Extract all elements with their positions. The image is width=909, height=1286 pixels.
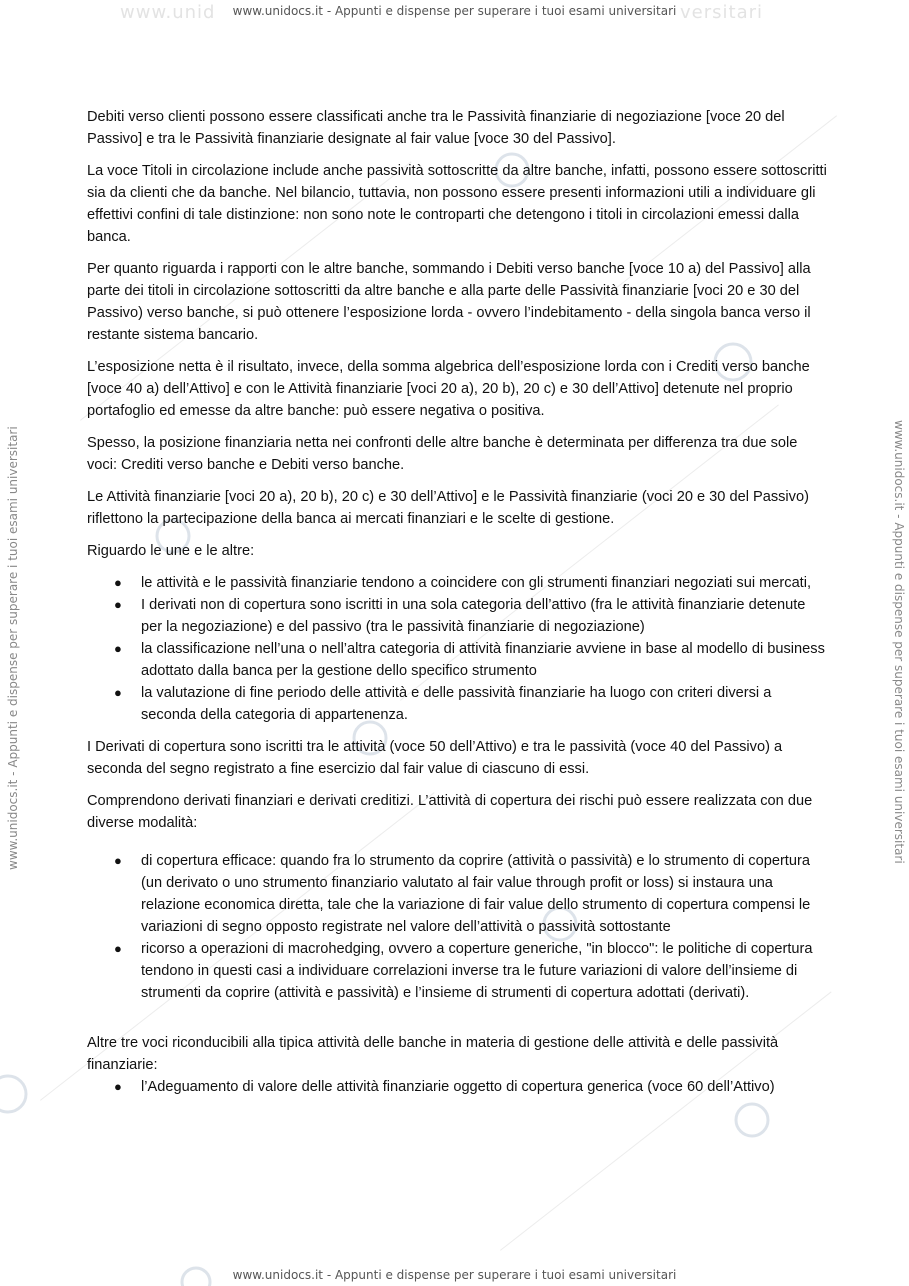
bullet-icon: ● bbox=[114, 685, 122, 700]
paragraph: Per quanto riguarda i rapporti con le altre banche, sommando i Debiti verso banche [voce 10 a) del Passivo] alla parte dei titoli in circolazione sottoscritti da altre banche e alla parte delle Passività finanziarie [voci 20 e 30 del Passivo) verso banche, si può ottenere l’esposizione lorda - ovvero l’indebitamento - della singola banca verso il restante sistema bancario. bbox=[87, 261, 811, 343]
list-item: ● l’Adeguamento di valore delle attività finanziarie oggetto di copertura generica (voce 60 dell’Attivo) bbox=[141, 1076, 827, 1098]
paragraph: Debiti verso clienti possono essere classificati anche tra le Passività finanziarie di negoziazione [voce 20 del Passivo] e tra le Passività finanziarie designate al fair value [voce 30 del Passivo]. bbox=[87, 109, 785, 147]
bullet-list bbox=[87, 850, 827, 1004]
bullet-list bbox=[87, 572, 827, 726]
list-item: ● la valutazione di fine periodo delle attività e delle passività finanziarie ha luogo con criteri diversi a seconda della categoria di appartenenza. bbox=[141, 682, 827, 726]
paragraph: Riguardo le une e le altre: bbox=[87, 543, 255, 559]
header-watermark: www.unidocs.it - Appunti e dispense per superare i tuoi esami universitari bbox=[232, 4, 677, 18]
paragraph: Comprendono derivati finanziari e derivati creditizi. L’attività di copertura dei rischi può essere realizzata con due diverse modalità: bbox=[87, 793, 813, 831]
bullet-icon: ● bbox=[114, 853, 122, 868]
side-watermark-right bbox=[886, 0, 906, 1286]
list-item: ● ricorso a operazioni di macrohedging, ovvero a coperture generiche, "in blocco": le politiche di copertura tendono in questi casi a individuare correlazioni inverse tra le future variazioni di valore dell’insieme di strumenti da coprire (attività e passività) e l’insieme di strumenti di copertura adottati (derivati). bbox=[141, 938, 827, 1004]
bullet-icon: ● bbox=[114, 641, 122, 656]
document-body bbox=[87, 106, 827, 1108]
side-watermark-right-text: www.unidocs.it - Appunti e dispense per superare i tuoi esami universitari bbox=[892, 420, 906, 864]
paragraph: Altre tre voci riconducibili alla tipica attività delle banche in materia di gestione delle attività e delle passività finanziarie: bbox=[87, 1035, 779, 1073]
ghost-watermark-left: www.unid bbox=[120, 2, 216, 23]
list-item: ● I derivati non di copertura sono iscritti in una sola categoria dell’attivo (fra le attività finanziarie detenute per la negoziazione) e del passivo (tra le passività finanziarie di negoziazione) bbox=[141, 594, 827, 638]
paragraph: Spesso, la posizione finanziaria netta nei confronti delle altre banche è determinata per differenza tra due sole voci: Crediti verso banche e Debiti verso banche. bbox=[87, 435, 798, 473]
side-watermark-left-text: www.unidocs.it - Appunti e dispense per superare i tuoi esami universitari bbox=[6, 426, 20, 870]
list-item: ● la classificazione nell’una o nell’altra categoria di attività finanziarie avviene in base al modello di business adottato dalla banca per la gestione dello specifico strumento bbox=[141, 638, 827, 682]
side-watermark-left bbox=[6, 0, 26, 1286]
paragraph: Le Attività finanziarie [voci 20 a), 20 b), 20 c) e 30 dell’Attivo] e le Passività finanziarie (voci 20 e 30 del Passivo) riflettono la partecipazione della banca ai mercati finanziari e le scelte di gestione. bbox=[87, 489, 809, 527]
bullet-icon: ● bbox=[114, 575, 122, 590]
list-item: ● di copertura efficace: quando fra lo strumento da coprire (attività o passività) e lo strumento di copertura (un derivato o uno strumento finanziario valutato al fair value through profit or loss) si instaura una relazione economica diretta, tale che la variazione di fair value dello strumento di copertura compensi le variazioni di segno opposto registrate nel valore dell’attività o passività sottostante bbox=[141, 850, 827, 938]
footer-watermark: www.unidocs.it - Appunti e dispense per superare i tuoi esami universitari bbox=[232, 1268, 677, 1282]
bullet-icon: ● bbox=[114, 597, 122, 612]
bullet-list bbox=[87, 1076, 827, 1098]
ghost-watermark-right: versitari bbox=[680, 2, 763, 23]
bullet-icon: ● bbox=[114, 1079, 122, 1094]
bullet-icon: ● bbox=[114, 941, 122, 956]
paragraph: L’esposizione netta è il risultato, invece, della somma algebrica dell’esposizione lorda con i Crediti verso banche [voce 40 a) dell’Attivo] e con le Attività finanziarie [voci 20 a), 20 b), 20 c) e 30 dell’Attivo] detenute nel proprio portafoglio ed emesse da altre banche: può essere negativa o positiva. bbox=[87, 359, 810, 419]
paragraph: I Derivati di copertura sono iscritti tra le attività (voce 50 dell’Attivo) e tra le passività (voce 40 del Passivo) a seconda del segno registrato a fine esercizio dal fair value di ciascuno di essi. bbox=[87, 739, 783, 777]
paragraph: La voce Titoli in circolazione include anche passività sottoscritte da altre banche, infatti, possono essere sottoscritti sia da clienti che da banche. Nel bilancio, tuttavia, non possono essere presenti informazioni utili a individuare gli effettivi confini di tale distinzione: non sono note le controparti che detengono i titoli in circolazioni emessi dalla banca. bbox=[87, 163, 827, 245]
list-item: ● le attività e le passività finanziarie tendono a coincidere con gli strumenti finanziari negoziati sui mercati, bbox=[141, 572, 827, 594]
